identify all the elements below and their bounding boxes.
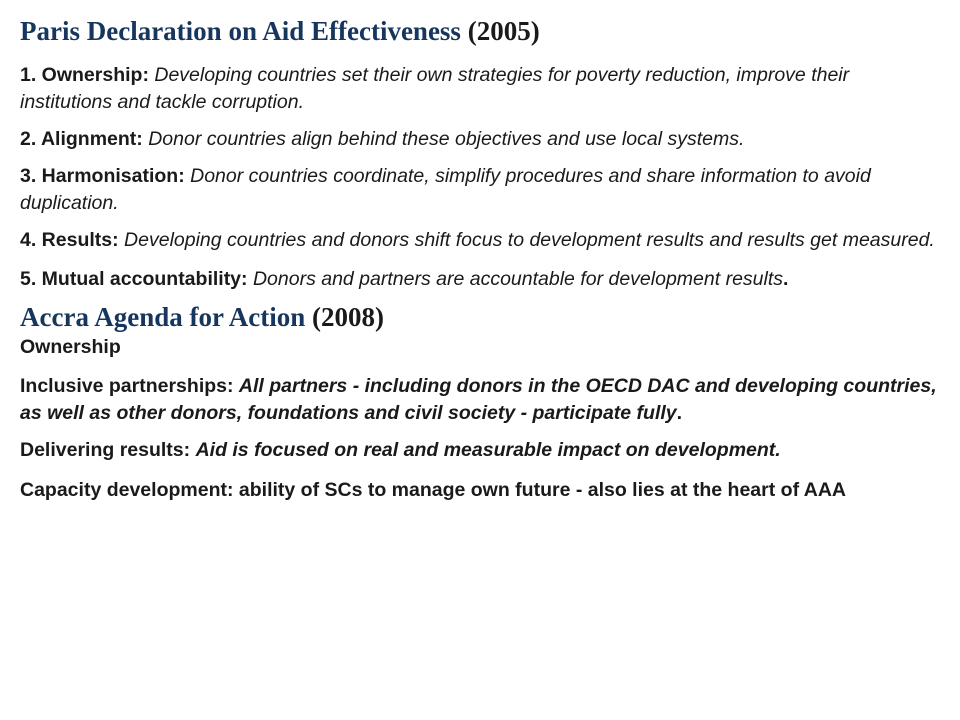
paris-title: Paris Declaration on Aid Effectiveness (20, 16, 461, 46)
accra-capacity-development: Capacity development: ability of SCs to manage own future - also lies at the heart of AAA (20, 479, 846, 501)
paris-item-label: 2. Alignment: (20, 128, 143, 150)
paris-item-ownership (20, 62, 945, 116)
paris-item-results (20, 227, 945, 254)
slide-content (20, 14, 945, 506)
accra-item-tail: . (676, 402, 683, 424)
paris-item-label: 1. Ownership: (20, 64, 149, 86)
accra-item-label: Delivering results: (20, 439, 191, 461)
accra-item-delivering-results (20, 437, 945, 464)
accra-title: Accra Agenda for Action (20, 302, 306, 332)
paris-item-label: 4. Results: (20, 229, 119, 251)
paris-item-text: Developing countries set their own strategies for poverty reduction, improve their institutions and tackle corruption. (20, 64, 850, 113)
accra-year: (2008) (311, 302, 384, 332)
accra-item-text: All partners - including donors in the OECD DAC and developing countries, as well as other donors, foundations and civil society - participate fully (20, 375, 937, 424)
paris-item-label: 3. Harmonisation: (20, 165, 185, 187)
accra-item-label: Inclusive partnerships: (20, 375, 234, 397)
paris-item-text: Donor countries align behind these objectives and use local systems. (148, 128, 745, 150)
paris-item-text: Donor countries coordinate, simplify procedures and share information to avoid duplication. (20, 165, 871, 214)
paris-item-label: 5. Mutual accountability: (20, 268, 248, 290)
paris-heading (20, 14, 945, 48)
paris-item-text: Developing countries and donors shift focus to development results and results get measured. (124, 229, 935, 251)
accra-items (20, 334, 945, 506)
accra-ownership: Ownership (20, 336, 121, 358)
accra-item-inclusive-partnerships (20, 373, 945, 427)
paris-item-tail: . (783, 268, 789, 290)
paris-item-mutual-accountability (20, 264, 945, 294)
paris-item-harmonisation (20, 163, 945, 217)
paris-year: (2005) (467, 16, 540, 46)
paris-item-alignment (20, 126, 945, 153)
accra-item-text: Aid is focused on real and measurable impact on development. (195, 439, 781, 461)
paris-item-text: Donors and partners are accountable for development results (252, 268, 784, 290)
accra-heading (20, 300, 945, 334)
